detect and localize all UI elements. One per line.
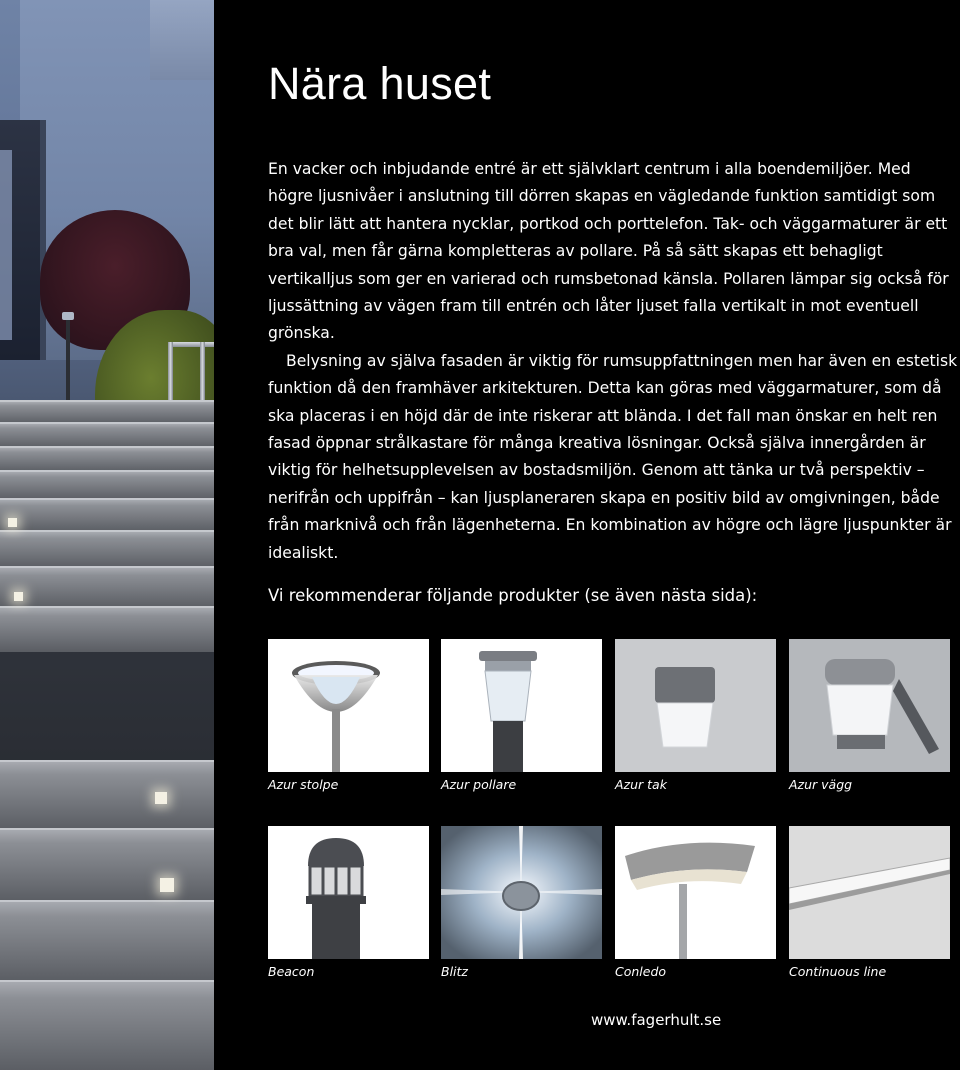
step-light	[8, 518, 17, 527]
conledo-luminaire-icon	[615, 826, 776, 959]
step	[0, 530, 214, 568]
product-caption: Blitz	[441, 964, 468, 979]
entrance-photo	[0, 0, 214, 1070]
step-light	[155, 792, 167, 804]
product-caption: Conledo	[615, 964, 667, 979]
product-image-azur-vagg	[789, 639, 950, 772]
product-image-azur-tak	[615, 639, 776, 772]
page-title: Nära huset	[268, 58, 492, 109]
step	[0, 470, 214, 500]
body-text	[268, 156, 960, 567]
product-image-blitz	[441, 826, 602, 959]
step	[0, 498, 214, 532]
garden-lamp-post	[66, 312, 70, 402]
beacon-bollard-icon	[268, 826, 429, 959]
handrail-top	[168, 342, 214, 347]
step	[0, 400, 214, 424]
product-caption: Azur pollare	[441, 777, 517, 792]
step	[0, 900, 214, 982]
continuous-line-luminaire-icon	[789, 826, 950, 959]
step-light	[14, 592, 23, 601]
door-glass	[0, 150, 12, 340]
product-caption: Azur vägg	[789, 777, 853, 792]
azur-vagg-wall-lamp-icon	[789, 639, 950, 772]
product-image-continuous-line	[789, 826, 950, 959]
step	[0, 980, 214, 1070]
product-image-azur-stolpe	[268, 639, 429, 772]
azur-pollare-bollard-icon	[441, 639, 602, 772]
azur-stolpe-lamp-icon	[268, 639, 429, 772]
roof-overhang	[150, 0, 214, 80]
product-caption: Azur tak	[615, 777, 667, 792]
product-image-azur-pollare	[441, 639, 602, 772]
step	[0, 828, 214, 902]
step	[0, 446, 214, 472]
garden-lamp-head	[62, 312, 74, 320]
recommendation-heading: Vi rekommenderar följande produkter (se även nästa sida):	[268, 586, 758, 605]
step	[0, 760, 214, 830]
step-light	[160, 878, 174, 892]
product-caption: Beacon	[268, 964, 315, 979]
azur-tak-ceiling-lamp-icon	[615, 639, 776, 772]
step	[0, 566, 214, 608]
step	[0, 606, 214, 652]
paragraph: Belysning av själva fasaden är viktig för rumsuppfattningen men har även en estetisk funktion då den framhäver arkitekturen. Detta kan göras med väggarmaturer, som då ska placeras i en höjd där de inte riskerar att blända. I det fall man önskar en helt ren fasad öppnar strålkastare för många kreativa lösningar. Också själva innergården är viktig för helhetsupplevelsen av bostadsmiljön. Genom att tänka ur två perspektiv – nerifrån och uppifrån – kan ljusplaneraren skapa en positiv bild av omgivningen, både från marknivå och från lägenheterna. En kombination av högre och lägre ljuspunkter är idealiskt.	[268, 351, 958, 562]
paragraph: En vacker och inbjudande entré är ett självklart centrum i alla boendemiljöer. Med högre ljusnivåer i anslutning till dörren skapas en vägledande funktion samtidigt som det blir lätt att hantera nycklar, portkod och porttelefon. Tak- och väggarmaturer är ett bra val, men får gärna kompletteras av pollare. På så sätt skapas ett behagligt vertikalljus som ger en varierad och rumsbetonad känsla. Pollaren lämpar sig också för ljussättning av vägen fram till entrén och låter ljuset falla vertikalt in mot eventuell grönska.	[268, 160, 949, 343]
product-caption: Azur stolpe	[268, 777, 339, 792]
product-image-beacon	[268, 826, 429, 959]
website-link[interactable]: www.fagerhult.se	[591, 1011, 722, 1029]
product-caption: Continuous line	[789, 964, 887, 979]
blitz-wall-light-icon	[441, 826, 602, 959]
staircase	[0, 400, 214, 1070]
product-image-conledo	[615, 826, 776, 959]
step	[0, 422, 214, 448]
